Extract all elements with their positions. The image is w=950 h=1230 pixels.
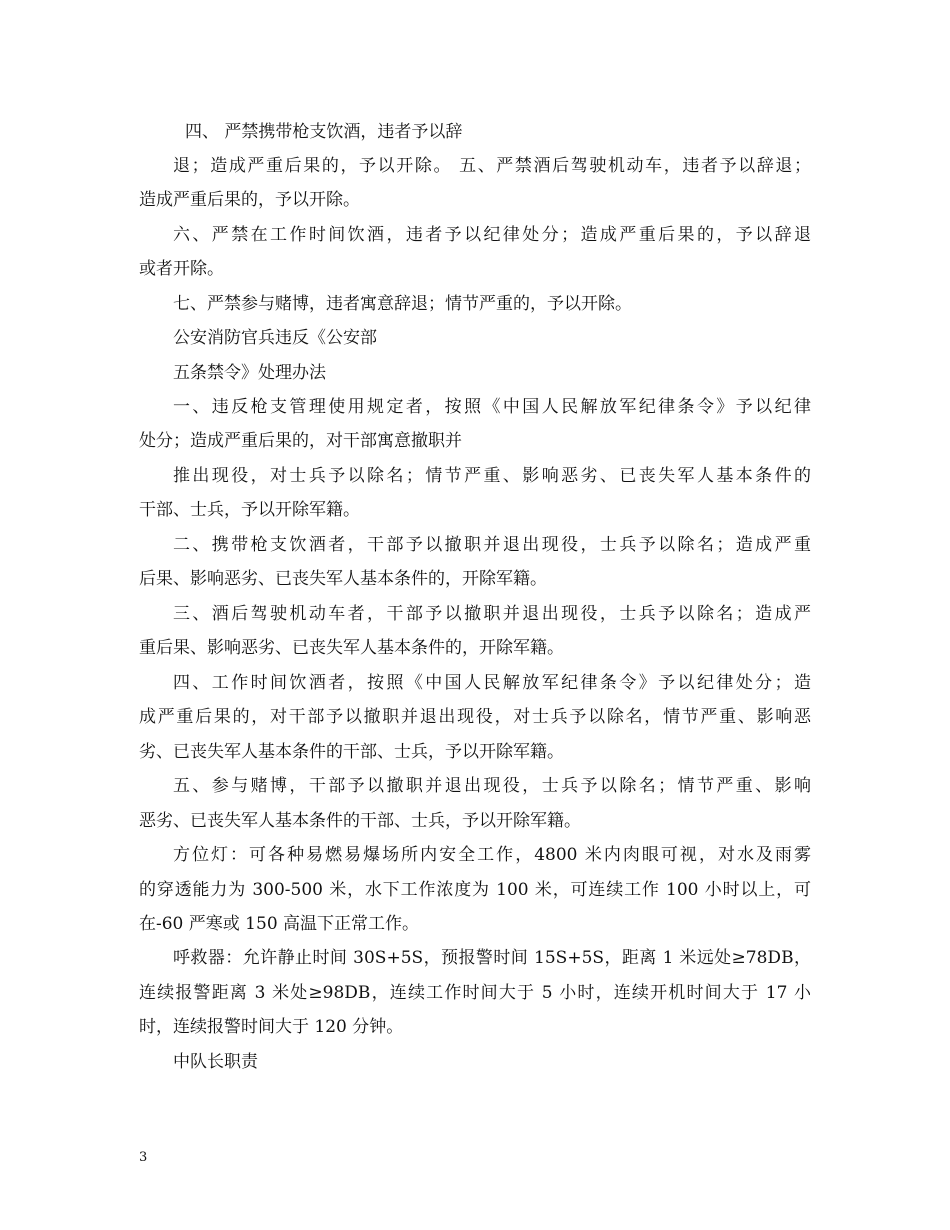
paragraph-line: 时，连续报警时间大于 120 分钟。 [139,1017,404,1037]
paragraph-line: 六、严禁在工作时间饮酒，违者予以纪律处分；造成严重后果的，予以辞退 [173,225,811,245]
paragraph-line: 方位灯：可各种易燃易爆场所内安全工作，4800 米内肉眼可视，对水及雨雾 [173,845,811,865]
paragraph-line: 恶劣、已丧失军人基本条件的干部、士兵，予以开除军籍。 [139,811,581,831]
section-heading: 中队长职责 [173,1052,258,1072]
paragraph-line: 四、工作时间饮酒者，按照《中国人民解放军纪律条令》予以纪律处分；造 [173,673,811,693]
paragraph-line: 处分；造成严重后果的，对干部寓意撤职并 [139,431,462,451]
paragraph-line: 七、严禁参与赌博，违者寓意辞退；情节严重的，予以开除。 [173,294,632,314]
paragraph-line: 成严重后果的，对干部予以撤职并退出现役，对士兵予以除名，情节严重、影响恶 [139,707,811,727]
paragraph-line: 四、 严禁携带枪支饮酒，违者予以辞 [185,122,463,142]
paragraph-line: 后果、影响恶劣、已丧失军人基本条件的，开除军籍。 [139,569,547,589]
paragraph-line: 或者开除。 [139,259,224,279]
paragraph-line: 造成严重后果的，予以开除。 [139,190,360,210]
paragraph-line: 五条禁令》处理办法 [173,363,326,383]
paragraph-line: 劣、已丧失军人基本条件的干部、士兵，予以开除军籍。 [139,742,564,762]
paragraph-line: 二、携带枪支饮酒者，干部予以撤职并退出现役，士兵予以除名；造成严重 [173,535,811,555]
paragraph-line: 推出现役，对士兵予以除名；情节严重、影响恶劣、已丧失军人基本条件的 [173,466,811,486]
paragraph-line: 重后果、影响恶劣、已丧失军人基本条件的，开除军籍。 [139,638,564,658]
page-number: 3 [139,1150,148,1165]
paragraph-line: 呼救器：允许静止时间 30S+5S，预报警时间 15S+5S，距离 1 米远处≥78DB， [173,948,811,968]
paragraph-line: 在-60 严寒或 150 高温下正常工作。 [139,914,420,934]
paragraph-line: 一、违反枪支管理使用规定者，按照《中国人民解放军纪律条令》予以纪律 [173,397,811,417]
paragraph-line: 连续报警距离 3 米处≥98DB，连续工作时间大于 5 小时，连续开机时间大于 17 小 [139,983,811,1003]
paragraph-line: 干部、士兵，予以开除军籍。 [139,500,360,520]
paragraph-line: 五、参与赌博，干部予以撤职并退出现役，士兵予以除名；情节严重、影响 [173,776,811,796]
paragraph-line: 三、酒后驾驶机动车者，干部予以撤职并退出现役，士兵予以除名；造成严 [173,604,811,624]
paragraph-line: 退；造成严重后果的，予以开除。 五、严禁酒后驾驶机动车，违者予以辞退； [173,156,811,176]
paragraph-line: 公安消防官兵违反《公安部 [173,328,377,348]
paragraph-line: 的穿透能力为 300-500 米，水下工作浓度为 100 米，可连续工作 100 小时以上，可 [139,880,811,900]
